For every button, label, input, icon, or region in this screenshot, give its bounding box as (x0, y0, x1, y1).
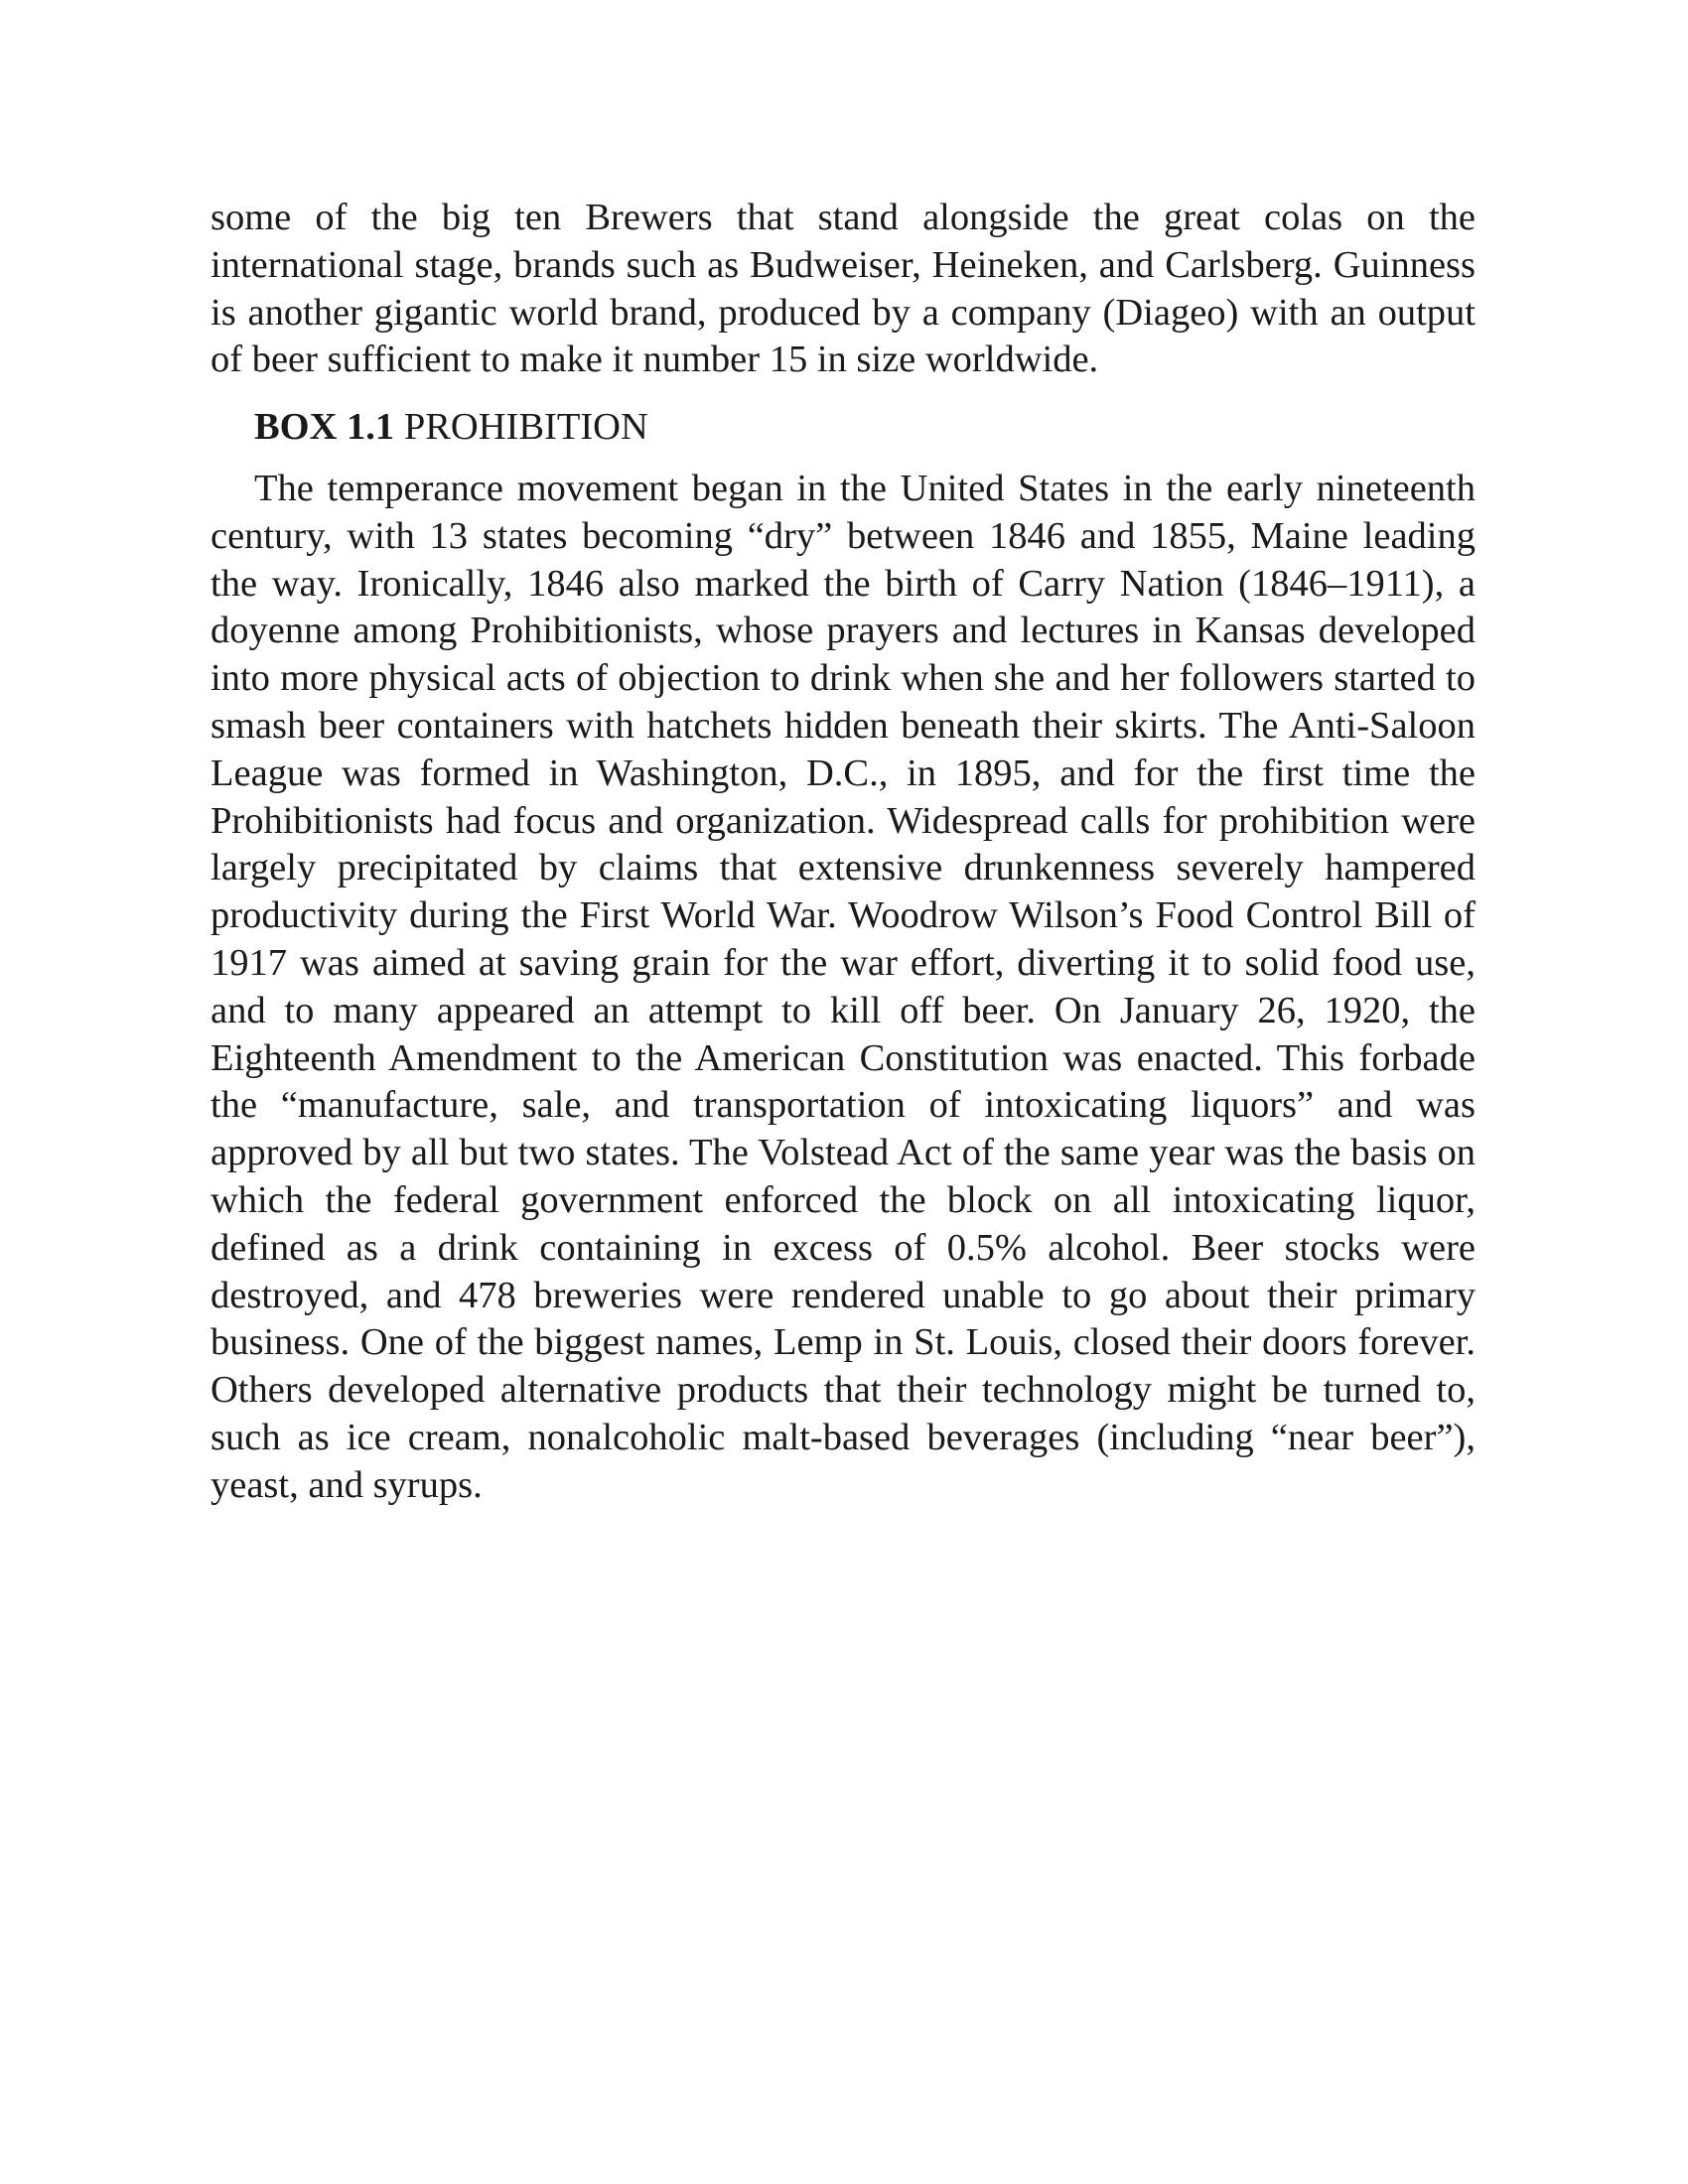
box-body-paragraph: The temperance movement began in the United States in the early nineteenth century, with 13 states becoming “dry” between 1846 and 1855, Maine leading the way. Ironically, 1846 also marked the birth of Carry Nation (1846–1911), a doyenne among Prohibitionists, whose prayers and lectures in Kansas developed into more physical acts of objection to drink when she and her followers started to smash beer containers with hatchets hidden beneath their skirts. The Anti-Saloon League was formed in Washington, D.C., in 1895, and for the first time the Prohibitionists had focus and organization. Widespread calls for prohibition were largely precipitated by claims that extensive drunkenness severely hampered productivity during the First World War. Woodrow Wilson’s Food Control Bill of 1917 was aimed at saving grain for the war effort, diverting it to solid food use, and to many appeared an attempt to kill off beer. On January 26, 1920, the Eighteenth Amendment to the American Constitution was enacted. This forbade the “manufacture, sale, and transportation of intoxicating liquors” and was approved by all but two states. The Volstead Act of the same year was the basis on which the federal government enforced the block on all intoxicating liquor, defined as a drink containing in excess of 0.5% alcohol. Beer stocks were destroyed, and 478 breweries were rendered unable to go about their primary business. One of the biggest names, Lemp in St. Louis, closed their doors forever. Others developed alternative products that their technology might be turned to, such as ice cream, nonalcoholic malt-based beverages (including “near beer”), yeast, and syrups. (211, 467, 1476, 1506)
box-heading (254, 404, 1476, 452)
intro-paragraph: some of the big ten Brewers that stand alongside the great colas on the international stage, brands such as Budweiser, Heineken, and Carlsberg. Guinness is another gigantic world brand, produced by a company (Diageo) with an output of beer sufficient to make it number 15 in size worldwide. (211, 197, 1476, 381)
box-label: BOX 1.1 (254, 406, 395, 449)
box-title: PROHIBITION (403, 406, 648, 449)
document-page (211, 195, 1476, 1510)
